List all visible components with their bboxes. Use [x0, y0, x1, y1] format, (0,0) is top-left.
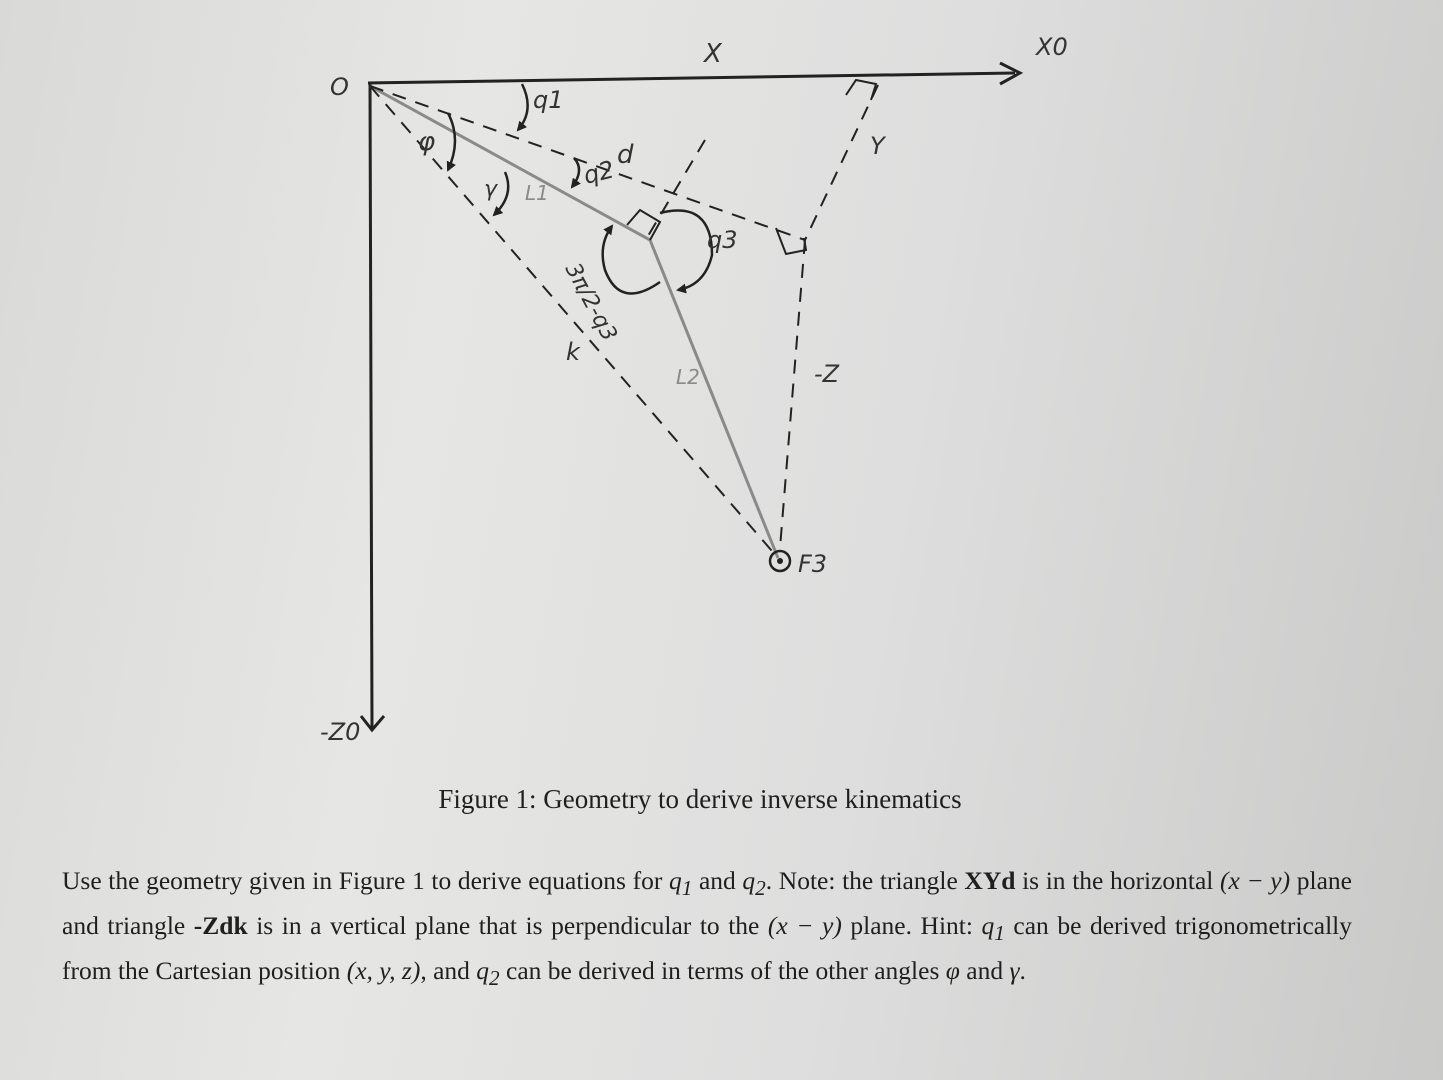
x0-axis — [368, 63, 1020, 84]
triangle-zdk: -Zdk — [193, 911, 248, 941]
text-segment: and — [692, 866, 743, 895]
y-line — [805, 85, 878, 240]
text-segment: can be derived trigonometrically from the Cartesian position — [62, 911, 1353, 986]
q1-arc — [518, 84, 528, 130]
xy-plane: (x − y) — [767, 911, 842, 941]
q1-symbol: $q_1$ — [981, 911, 1005, 946]
f3-point — [770, 551, 790, 571]
figure-caption: Figure 1: Geometry to derive inverse kinematics — [438, 784, 962, 814]
q2-arc — [572, 158, 579, 187]
q2-label: q2 — [580, 155, 618, 190]
f3-label: F3 — [798, 550, 828, 578]
text-segment: is in a vertical plane that is perpendicular to the — [247, 911, 768, 941]
cartesian-position: (x, y, z) — [346, 956, 421, 986]
right-angle-top — [846, 80, 876, 100]
text-segment: Use the geometry given in Figure 1 to derive equations for — [62, 866, 669, 895]
q1-label: q1 — [533, 86, 564, 114]
link-l2 — [650, 240, 778, 558]
x-label: X — [704, 39, 722, 69]
l2-label: L2 — [676, 365, 700, 389]
k-label: k — [566, 338, 580, 366]
q2-symbol: $q_2$ — [742, 866, 766, 901]
origin-label: O — [330, 73, 349, 101]
text-segment: and — [959, 956, 1010, 986]
phi-symbol: φ — [945, 956, 960, 986]
text-segment: . Note: the triangle — [765, 866, 965, 895]
neg-z-line — [780, 240, 805, 548]
text-segment: is in the horizontal — [1015, 866, 1221, 895]
text-segment: , and — [420, 956, 477, 986]
d-label: d — [617, 140, 634, 170]
y-label: Y — [870, 132, 885, 160]
phi-arc — [448, 113, 455, 170]
phi-label: φ — [418, 127, 436, 157]
text-segment: plane and triangle — [62, 866, 1352, 941]
perp-dash — [648, 140, 705, 236]
triangle-xyd: XYd — [964, 866, 1016, 895]
q3-arc — [660, 211, 712, 290]
q2-symbol: $q_2$ — [476, 956, 500, 991]
l1-label: L1 — [525, 181, 549, 205]
problem-statement — [62, 862, 1352, 997]
gamma-symbol: γ — [1009, 956, 1020, 986]
gamma-label: γ — [484, 177, 498, 202]
text-segment: can be derived in terms of the other angles — [499, 956, 946, 986]
neg-z0-label: -Z0 — [320, 718, 361, 746]
q3-label: q3 — [707, 226, 738, 254]
xy-plane: (x − y) — [1220, 866, 1291, 895]
text-segment: plane. Hint: — [841, 911, 982, 941]
three-pi-half-label: 3π/2-q3 — [559, 259, 622, 346]
text-segment: . — [1019, 956, 1026, 986]
neg-z-label: -Z — [814, 360, 840, 388]
x0-label: X0 — [1036, 33, 1068, 61]
q1-symbol: $q_1$ — [668, 866, 693, 901]
neg-z0-axis — [361, 83, 384, 730]
